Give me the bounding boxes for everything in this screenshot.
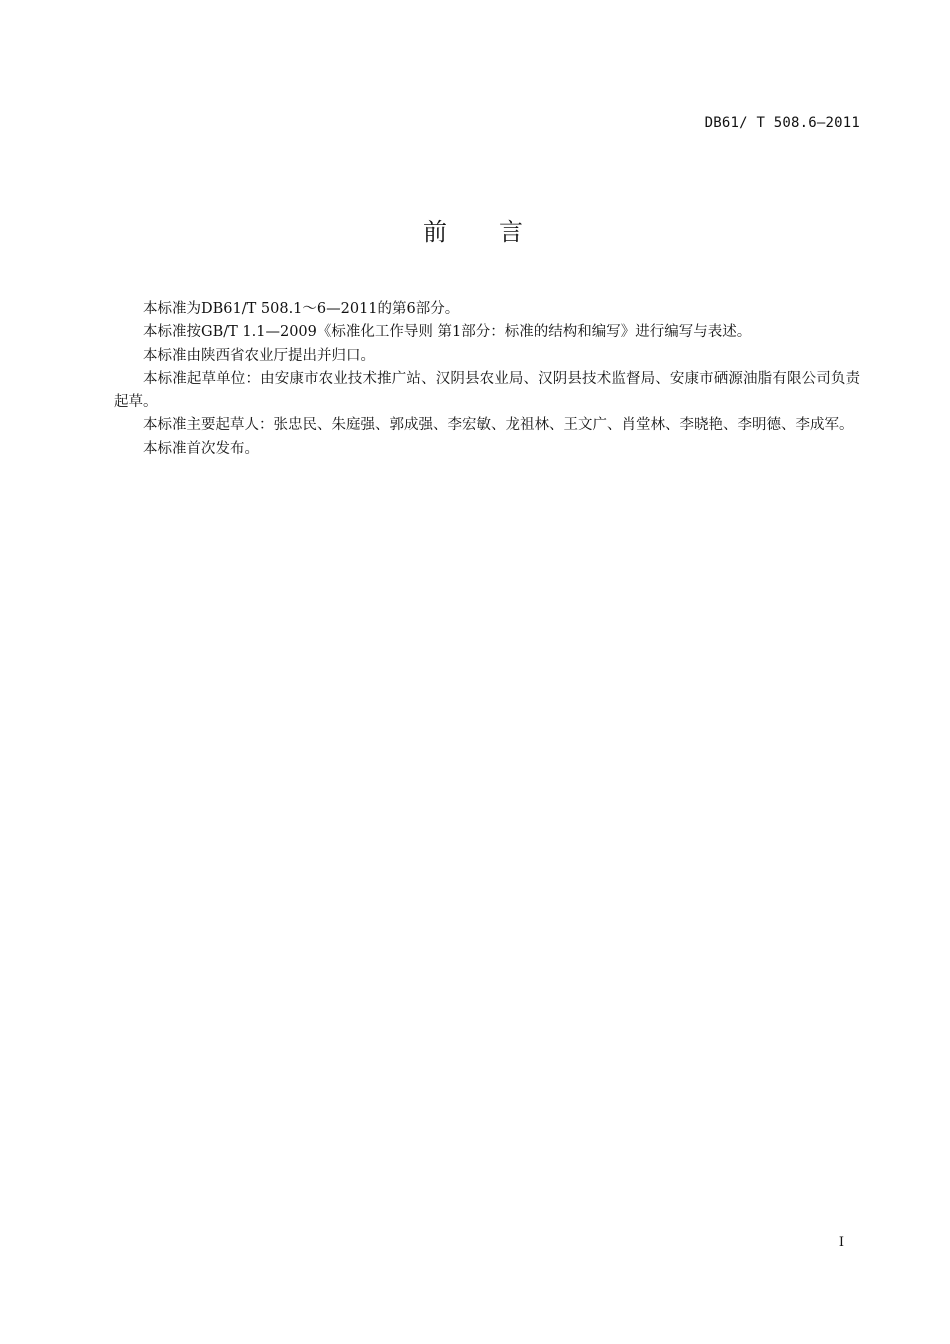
title-char-1: 前 bbox=[423, 218, 451, 246]
page-title bbox=[0, 212, 950, 247]
paragraph-proposer: 本标准由陕西省农业厅提出并归口。 bbox=[143, 347, 375, 364]
paragraph-drafting-units: 本标准起草单位：由安康市农业技术推广站、汉阴县农业局、汉阴县技术监督局、安康市硒源油脂有限公司负责起草。 bbox=[114, 370, 860, 411]
paragraph-part-statement: 本标准为DB61/T 508.1～6—2011的第6部分。 bbox=[143, 301, 460, 317]
paragraph-drafters: 本标准主要起草人：张忠民、朱庭强、郭成强、李宏敏、龙祖林、王文广、肖堂林、李晓艳、李明德、李成军。 bbox=[143, 417, 854, 434]
paragraph-drafting-rules: 本标准按GB/T 1.1—2009《标准化工作导则 第1部分：标准的结构和编写》进行编写与表述。 bbox=[143, 324, 752, 341]
foreword-body bbox=[114, 298, 860, 461]
page-number: I bbox=[838, 1235, 844, 1250]
title-char-2: 言 bbox=[499, 218, 527, 246]
paragraph-first-release: 本标准首次发布。 bbox=[143, 440, 259, 457]
standard-code: DB61/ T 508.6—2011 bbox=[704, 115, 860, 131]
